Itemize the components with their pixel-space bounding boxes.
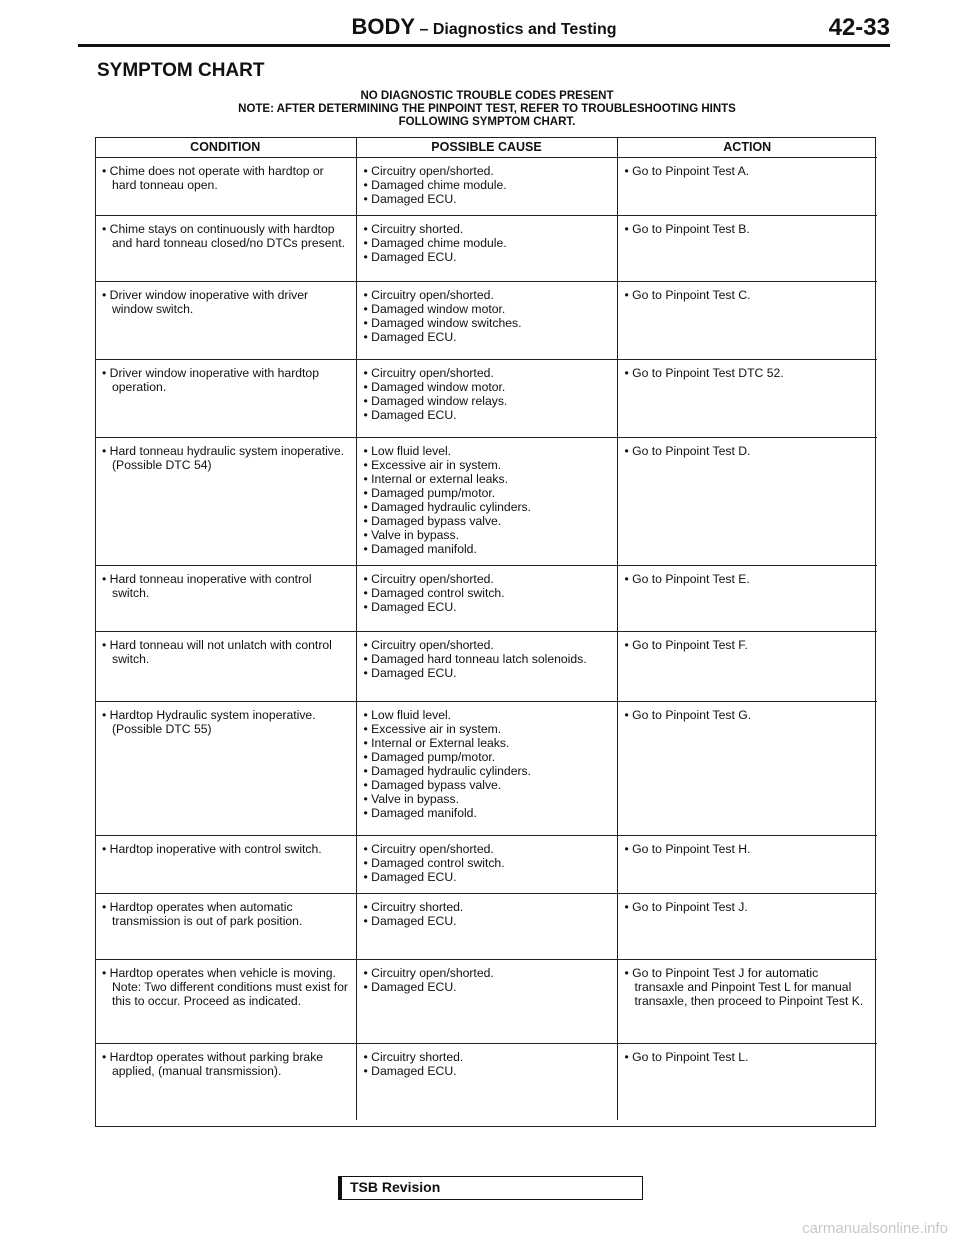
condition-cell: [95, 158, 356, 216]
bullet-item: • Damaged hydraulic cylinders.: [364, 500, 611, 514]
symptom-table: [95, 137, 877, 1120]
header-title: [78, 14, 890, 40]
bullet-item: • Chime stays on continuously with hardtop and hard tonneau closed/no DTCs present.: [102, 222, 350, 250]
bullet-item: • Damaged ECU.: [364, 980, 611, 994]
cause-cell: [356, 894, 617, 960]
bullet-item: • Internal or External leaks.: [364, 736, 611, 750]
action-cell: [617, 360, 877, 438]
condition-cell: [95, 702, 356, 836]
table-row: [95, 894, 877, 960]
table-header-row: [95, 137, 877, 158]
bullet-item: • Circuitry open/shorted.: [364, 638, 611, 652]
bullet-item: • Go to Pinpoint Test C.: [625, 288, 872, 302]
table-row: [95, 566, 877, 632]
action-cell: [617, 960, 877, 1044]
condition-cell: [95, 360, 356, 438]
bullet-item: • Damaged ECU.: [364, 1064, 611, 1078]
bullet-item: • Internal or external leaks.: [364, 472, 611, 486]
table-row: [95, 438, 877, 566]
table-row: [95, 836, 877, 894]
bullet-item: • Go to Pinpoint Test J.: [625, 900, 872, 914]
cause-cell: [356, 960, 617, 1044]
table-row: [95, 282, 877, 360]
bullet-item: • Circuitry open/shorted.: [364, 842, 611, 856]
condition-cell: [95, 1044, 356, 1120]
cause-cell: [356, 836, 617, 894]
action-cell: [617, 566, 877, 632]
bullet-item: • Go to Pinpoint Test A.: [625, 164, 872, 178]
bullet-item: • Chime does not operate with hardtop or hard tonneau open.: [102, 164, 350, 192]
notes: [97, 90, 877, 129]
bullet-item: • Damaged window switches.: [364, 316, 611, 330]
bullet-item: • Hardtop operates when vehicle is moving. Note: Two different conditions must exist for this to occur. Proceed as indicated.: [102, 966, 350, 1008]
bullet-item: • Go to Pinpoint Test B.: [625, 222, 872, 236]
bullet-item: • Hard tonneau will not unlatch with control switch.: [102, 638, 350, 666]
bullet-item: • Damaged ECU.: [364, 250, 611, 264]
bullet-item: • Valve in bypass.: [364, 528, 611, 542]
table-row: [95, 960, 877, 1044]
page-number: 42-33: [828, 14, 890, 41]
action-cell: [617, 282, 877, 360]
cause-cell: [356, 438, 617, 566]
bullet-item: • Go to Pinpoint Test G.: [625, 708, 872, 722]
bullet-item: • Damaged bypass valve.: [364, 514, 611, 528]
column-header-action: ACTION: [617, 137, 877, 158]
bullet-item: • Damaged window relays.: [364, 394, 611, 408]
bullet-item: • Damaged bypass valve.: [364, 778, 611, 792]
header-rule: [78, 44, 890, 47]
bullet-item: • Go to Pinpoint Test H.: [625, 842, 872, 856]
action-cell: [617, 1044, 877, 1120]
bullet-item: • Damaged manifold.: [364, 806, 611, 820]
header-subtitle: Diagnostics and Testing: [432, 21, 617, 38]
bullet-item: • Go to Pinpoint Test L.: [625, 1050, 872, 1064]
action-cell: [617, 216, 877, 282]
action-cell: [617, 158, 877, 216]
bullet-item: • Damaged window motor.: [364, 380, 611, 394]
bullet-item: • Damaged pump/motor.: [364, 486, 611, 500]
cause-cell: [356, 1044, 617, 1120]
bullet-item: • Damaged control switch.: [364, 856, 611, 870]
condition-cell: [95, 566, 356, 632]
note-line: NOTE: AFTER DETERMINING THE PINPOINT TEST, REFER TO TROUBLESHOOTING HINTS: [238, 103, 736, 115]
action-cell: [617, 632, 877, 702]
bullet-item: • Circuitry shorted.: [364, 222, 611, 236]
bullet-item: • Hardtop operates when automatic transmission is out of park position.: [102, 900, 350, 928]
cause-cell: [356, 282, 617, 360]
condition-cell: [95, 836, 356, 894]
bullet-item: • Excessive air in system.: [364, 458, 611, 472]
bullet-item: • Damaged window motor.: [364, 302, 611, 316]
bullet-item: • Circuitry open/shorted.: [364, 288, 611, 302]
cause-cell: [356, 216, 617, 282]
table-row: [95, 216, 877, 282]
bullet-item: • Driver window inoperative with driver window switch.: [102, 288, 350, 316]
bullet-item: • Low fluid level.: [364, 444, 611, 458]
table-row: [95, 360, 877, 438]
bullet-item: • Damaged ECU.: [364, 870, 611, 884]
action-cell: [617, 894, 877, 960]
bullet-item: • Hardtop inoperative with control switch.: [102, 842, 350, 856]
bullet-item: • Damaged ECU.: [364, 914, 611, 928]
column-header-condition: CONDITION: [95, 137, 356, 158]
bullet-item: • Circuitry open/shorted.: [364, 966, 611, 980]
bullet-item: • Circuitry open/shorted.: [364, 572, 611, 586]
bullet-item: • Circuitry shorted.: [364, 1050, 611, 1064]
bullet-item: • Go to Pinpoint Test E.: [625, 572, 872, 586]
cause-cell: [356, 702, 617, 836]
bullet-item: • Damaged manifold.: [364, 542, 611, 556]
watermark: carmanualsonline.info: [802, 1220, 948, 1237]
bullet-item: • Low fluid level.: [364, 708, 611, 722]
bullet-item: • Go to Pinpoint Test F.: [625, 638, 872, 652]
bullet-item: • Damaged hydraulic cylinders.: [364, 764, 611, 778]
table-row: [95, 702, 877, 836]
bullet-item: • Hard tonneau hydraulic system inoperative. (Possible DTC 54): [102, 444, 350, 472]
bullet-item: • Valve in bypass.: [364, 792, 611, 806]
note-line: FOLLOWING SYMPTOM CHART.: [398, 116, 576, 128]
page-header: [78, 14, 890, 44]
bullet-item: • Hardtop operates without parking brake applied, (manual transmission).: [102, 1050, 350, 1078]
bullet-item: • Hard tonneau inoperative with control switch.: [102, 572, 350, 600]
action-cell: [617, 702, 877, 836]
action-cell: [617, 836, 877, 894]
table-row: [95, 1044, 877, 1120]
cause-cell: [356, 632, 617, 702]
bullet-item: • Go to Pinpoint Test D.: [625, 444, 872, 458]
chart-title: SYMPTOM CHART: [97, 60, 265, 81]
bullet-item: • Excessive air in system.: [364, 722, 611, 736]
condition-cell: [95, 438, 356, 566]
bullet-item: • Damaged ECU.: [364, 330, 611, 344]
bullet-item: • Hardtop Hydraulic system inoperative. (Possible DTC 55): [102, 708, 350, 736]
bullet-item: • Damaged ECU.: [364, 408, 611, 422]
bullet-item: • Circuitry open/shorted.: [364, 164, 611, 178]
tsb-revision-box: [338, 1176, 643, 1200]
condition-cell: [95, 894, 356, 960]
condition-cell: [95, 282, 356, 360]
bullet-item: • Damaged ECU.: [364, 600, 611, 614]
action-cell: [617, 438, 877, 566]
header-dash: –: [415, 21, 433, 38]
tsb-revision-label: TSB Revision: [350, 1179, 441, 1195]
bullet-item: • Damaged pump/motor.: [364, 750, 611, 764]
bullet-item: • Circuitry open/shorted.: [364, 366, 611, 380]
bullet-item: • Damaged ECU.: [364, 192, 611, 206]
cause-cell: [356, 566, 617, 632]
cause-cell: [356, 360, 617, 438]
table-body: [95, 158, 877, 1120]
bullet-item: • Damaged chime module.: [364, 236, 611, 250]
bullet-item: • Driver window inoperative with hardtop operation.: [102, 366, 350, 394]
table-row: [95, 158, 877, 216]
bullet-item: • Circuitry shorted.: [364, 900, 611, 914]
note-line: NO DIAGNOSTIC TROUBLE CODES PRESENT: [360, 90, 614, 102]
bullet-item: • Damaged hard tonneau latch solenoids.: [364, 652, 611, 666]
cause-cell: [356, 158, 617, 216]
header-section: BODY: [351, 14, 416, 39]
bullet-item: • Go to Pinpoint Test J for automatic transaxle and Pinpoint Test L for manual transaxle, then proceed to Pinpoint Test K.: [625, 966, 872, 1008]
bullet-item: • Damaged ECU.: [364, 666, 611, 680]
condition-cell: [95, 632, 356, 702]
bullet-item: • Go to Pinpoint Test DTC 52.: [625, 366, 872, 380]
column-header-cause: POSSIBLE CAUSE: [356, 137, 617, 158]
bullet-item: • Damaged control switch.: [364, 586, 611, 600]
condition-cell: [95, 216, 356, 282]
bullet-item: • Damaged chime module.: [364, 178, 611, 192]
table-row: [95, 632, 877, 702]
condition-cell: [95, 960, 356, 1044]
